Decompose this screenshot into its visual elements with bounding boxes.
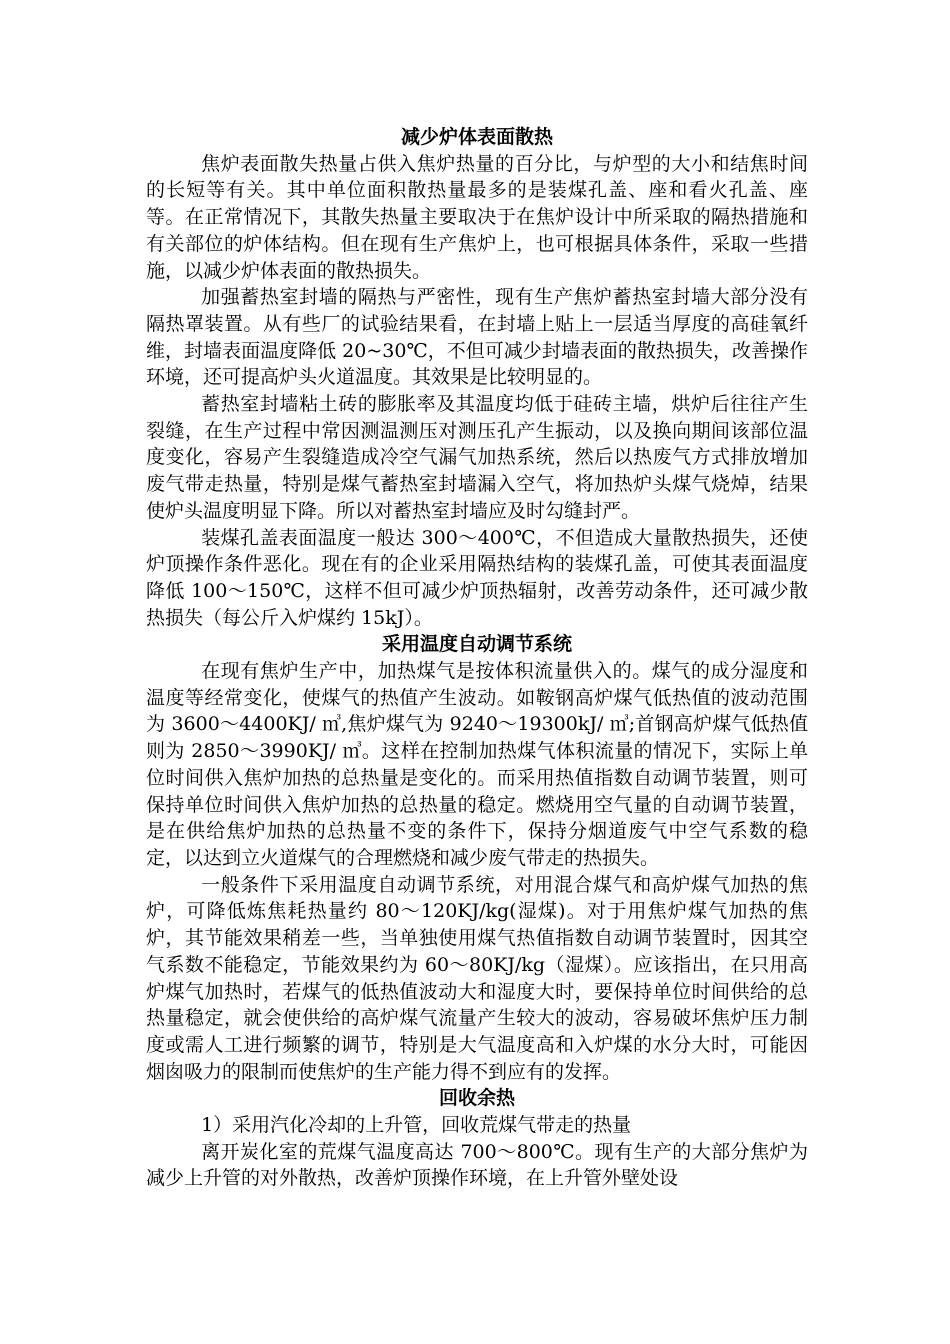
paragraph: 装煤孔盖表面温度一般达 300～400℃，不但造成大量散热损失，还使炉顶操作条件恶化。现在有的企业采用隔热结构的装煤孔盖，可使其表面温度降低 100～150℃，这样不但可减少炉顶热辐射，改善劳动条件，还可减少散热损失（每公斤入炉煤约 15kJ）。: [146, 526, 808, 629]
paragraph: 一般条件下采用温度自动调节系统，对用混合煤气和高炉煤气加热的焦炉，可降低炼焦耗热量约 80～120KJ/kg(湿煤)。对于用焦炉煤气加热的焦炉，其节能效果稍差一些，当单独使用煤气热值指数自动调节装置时，因其空气系数不能稳定，节能效果约为 60～80KJ/kg（湿煤）。应该指出，在只用高炉煤气加热时，若煤气的低热值波动大和湿度大时，要保持单位时间供给的总热量稳定，就会使供给的高炉煤气流量产生较大的波动，容易破坏焦炉压力制度或需人工进行频繁的调节，特别是大气温度高和入炉煤的水分大时，可能因烟囱吸力的限制而使焦炉的生产能力得不到应有的发挥。: [146, 873, 808, 1083]
paragraph: 蓄热室封墙粘土砖的膨胀率及其温度均低于硅砖主墙，烘炉后往往产生裂缝，在生产过程中常因测温测压对测压孔产生振动，以及换向期间该部位温度变化，容易产生裂缝造成冷空气漏气加热系统，然后以热废气方式排放增加废气带走热量，特别是煤气蓄热室封墙漏入空气，将加热炉头煤气烧焯，结果使炉头温度明显下降。所以对蓄热室封墙应及时勾缝封严。: [146, 393, 808, 522]
paragraph: 1）采用汽化冷却的上升管，回收荒煤气带走的热量: [201, 1114, 632, 1137]
section-title-auto-temperature-control: 采用温度自动调节系统: [381, 633, 572, 656]
section-title-surface-heat-loss: 减少炉体表面散热: [400, 126, 553, 148]
document-page: [146, 124, 808, 1192]
section-title-waste-heat-recovery: 回收余热: [438, 1087, 515, 1110]
paragraph: 焦炉表面散失热量占供入焦炉热量的百分比，与炉型的大小和结焦时间的长短等有关。其中单位面积散热量最多的是装煤孔盖、座和看火孔盖、座等。在正常情况下，其散失热量主要取决于在焦炉设计中所采取的隔热措施和有关部位的炉体结构。但在现有生产焦炉上，也可根据具体条件，采取一些措施，以减少炉体表面的散热损失。: [146, 152, 808, 282]
paragraph: 离开炭化室的荒煤气温度高达 700～800℃。现有生产的大部分焦炉为减少上升管的对外散热，改善炉顶操作环境，在上升管外壁处设: [146, 1140, 808, 1190]
paragraph: 在现有焦炉生产中，加热煤气是按体积流量供入的。煤气的成分湿度和温度等经常变化，使煤气的热值产生波动。如鞍钢高炉煤气低热值的波动范围为 3600～4400KJ/ ㎥,焦炉煤气为 9240～19300kJ/ ㎥;首钢高炉煤气低热值则为 2850～3990KJ/ ㎥。这样在控制加热煤气体积流量的情况下，实际上单位时间供入焦炉加热的总热量是变化的。而采用热值指数自动调节装置，则可保持单位时间供入焦炉加热的总热量的稳定。燃烧用空气量的自动调节装置，是在供给焦炉加热的总热量不变的条件下，保持分烟道废气中空气系数的稳定，以达到立火道煤气的合理燃烧和减少废气带走的热损失。: [146, 660, 808, 869]
paragraph: 加强蓄热室封墙的隔热与严密性，现有生产焦炉蓄热室封墙大部分没有隔热罩装置。从有些厂的试验结果看，在封墙上贴上一层适当厚度的高硅氧纤维，封墙表面温度降低 20~30℃，不但可减少封墙表面的散热损失，改善操作环境，还可提高炉头火道温度。其效果是比较明显的。: [146, 286, 808, 389]
